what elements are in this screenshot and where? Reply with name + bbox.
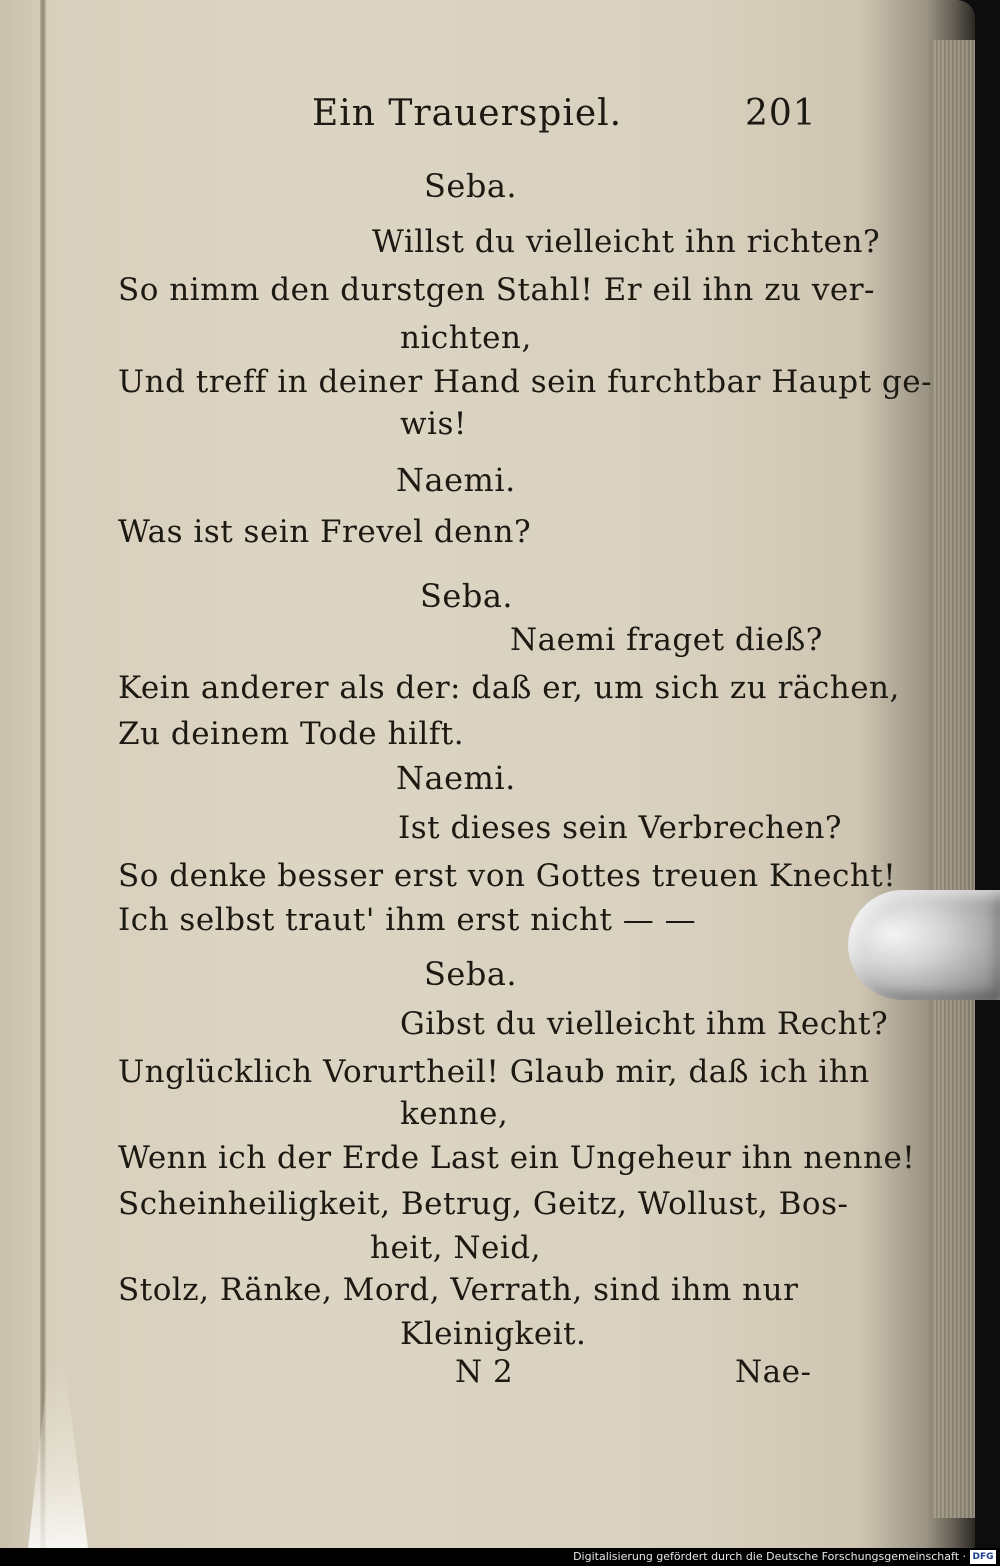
verse-line: Ist dieses sein Verbrechen?: [398, 810, 843, 846]
verse-line: Was ist sein Frevel denn?: [118, 514, 532, 550]
verse-line: Scheinheiligkeit, Betrug, Geitz, Wollust, Bos-: [118, 1186, 849, 1222]
verse-line: Gibst du vielleicht ihm Recht?: [400, 1006, 889, 1042]
signature-mark: N 2: [455, 1354, 514, 1390]
speaker-name: Seba.: [424, 955, 518, 993]
running-title: Ein Trauerspiel.: [312, 93, 623, 134]
verse-line: Kein anderer als der: daß er, um sich zu rächen,: [118, 670, 900, 706]
verse-line: Wenn ich der Erde Last ein Ungeheur ihn nenne!: [118, 1140, 916, 1176]
verse-line: Stolz, Ränke, Mord, Verrath, sind ihm nur: [118, 1272, 799, 1308]
verse-line: kenne,: [400, 1096, 509, 1132]
speaker-name: Seba.: [420, 577, 514, 615]
speaker-name: Naemi.: [396, 461, 516, 499]
page-clip: [848, 890, 1000, 1000]
speaker-name: Seba.: [424, 167, 518, 205]
verse-line: Unglücklich Vorurtheil! Glaub mir, daß ich ihn: [118, 1054, 870, 1090]
verse-line: wis!: [400, 406, 467, 442]
verse-line: Zu deinem Tode hilft.: [118, 716, 465, 752]
funding-credit: Digitalisierung gefördert durch die Deutsche Forschungsgemeinschaft ·: [573, 1550, 966, 1563]
verse-line: heit, Neid,: [370, 1230, 541, 1266]
verse-line: nichten,: [400, 320, 532, 356]
catchword: Nae-: [735, 1354, 812, 1390]
speaker-name: Naemi.: [396, 759, 516, 797]
verse-line: Kleinigkeit.: [400, 1316, 587, 1352]
verse-line: So nimm den durstgen Stahl! Er eil ihn zu ver-: [118, 272, 875, 308]
dfg-logo: DFG: [970, 1550, 996, 1564]
verse-line: Willst du vielleicht ihn richten?: [372, 224, 881, 260]
verse-line: Und treff in deiner Hand sein furchtbar Haupt ge-: [118, 364, 933, 400]
page-number: 201: [745, 93, 817, 134]
verse-line: Ich selbst traut' ihm erst nicht — —: [118, 902, 697, 938]
verse-line: So denke besser erst von Gottes treuen Knecht!: [118, 858, 897, 894]
verse-line: Naemi fraget dieß?: [510, 622, 823, 658]
